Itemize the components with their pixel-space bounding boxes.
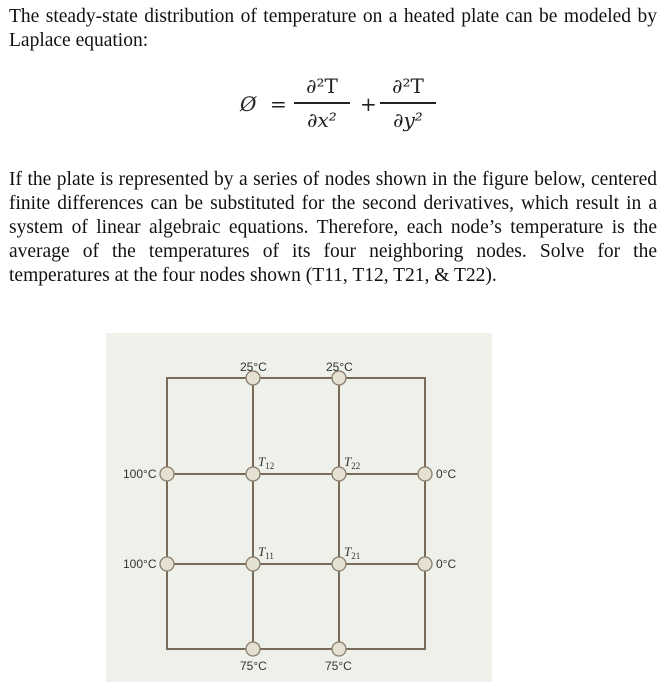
node-label-base: T: [344, 544, 352, 559]
node-label-subscript: 21: [351, 551, 361, 561]
heated-plate-node-diagram: [106, 333, 492, 682]
problem-paragraph: If the plate is represented by a series of nodes shown in the figure below, centered finite differences can be substituted for the second derivatives, which result in a system of linear algebraic equations. Therefore, each node’s temperature is the average of the temperatures of its four neighboring nodes. Solve for the temperatures at the four nodes shown (T11, T12, T21, & T22).: [9, 169, 657, 286]
node-label-subscript: 12: [265, 461, 275, 471]
boundary-label-bottom-left: 75°C: [240, 659, 267, 673]
fraction-bar: [294, 102, 350, 104]
fraction-denominator: ∂y²: [393, 107, 423, 132]
fraction-numerator: ∂²T: [392, 74, 424, 98]
node-label-t11: [258, 544, 274, 561]
fraction-bar: [380, 102, 436, 104]
fraction-numerator: ∂²T: [306, 74, 338, 98]
grid-lines: [106, 333, 492, 682]
boundary-label-right-lower: 0°C: [436, 557, 457, 571]
node-label-subscript: 11: [265, 551, 274, 561]
node-label-base: T: [258, 544, 266, 559]
boundary-label-left-lower: 100°C: [123, 557, 157, 571]
boundary-label-right-upper: 0°C: [436, 467, 457, 481]
fraction-denominator: ∂x²: [307, 107, 337, 132]
laplace-equation: [240, 72, 440, 142]
equation-equals-sign: =: [270, 92, 287, 116]
boundary-label-top-right: 25°C: [326, 360, 353, 374]
node-label-t12: [258, 454, 274, 471]
node-label-t21: [344, 544, 360, 561]
intro-paragraph: The steady-state distribution of temperature on a heated plate can be modeled by Laplace equation:: [9, 6, 657, 51]
boundary-label-top-left: 25°C: [240, 360, 267, 374]
node-label-t22: [344, 454, 360, 471]
node-label-base: T: [344, 454, 352, 469]
equation-plus-sign: +: [360, 92, 377, 116]
boundary-label-left-upper: 100°C: [123, 467, 157, 481]
node-label-base: T: [258, 454, 266, 469]
fraction-d2t-dy2: [380, 72, 436, 134]
node-label-subscript: 22: [351, 461, 361, 471]
boundary-label-bottom-right: 75°C: [325, 659, 352, 673]
fraction-d2t-dx2: [294, 72, 350, 134]
equation-lhs-symbol: Ø: [240, 92, 257, 116]
